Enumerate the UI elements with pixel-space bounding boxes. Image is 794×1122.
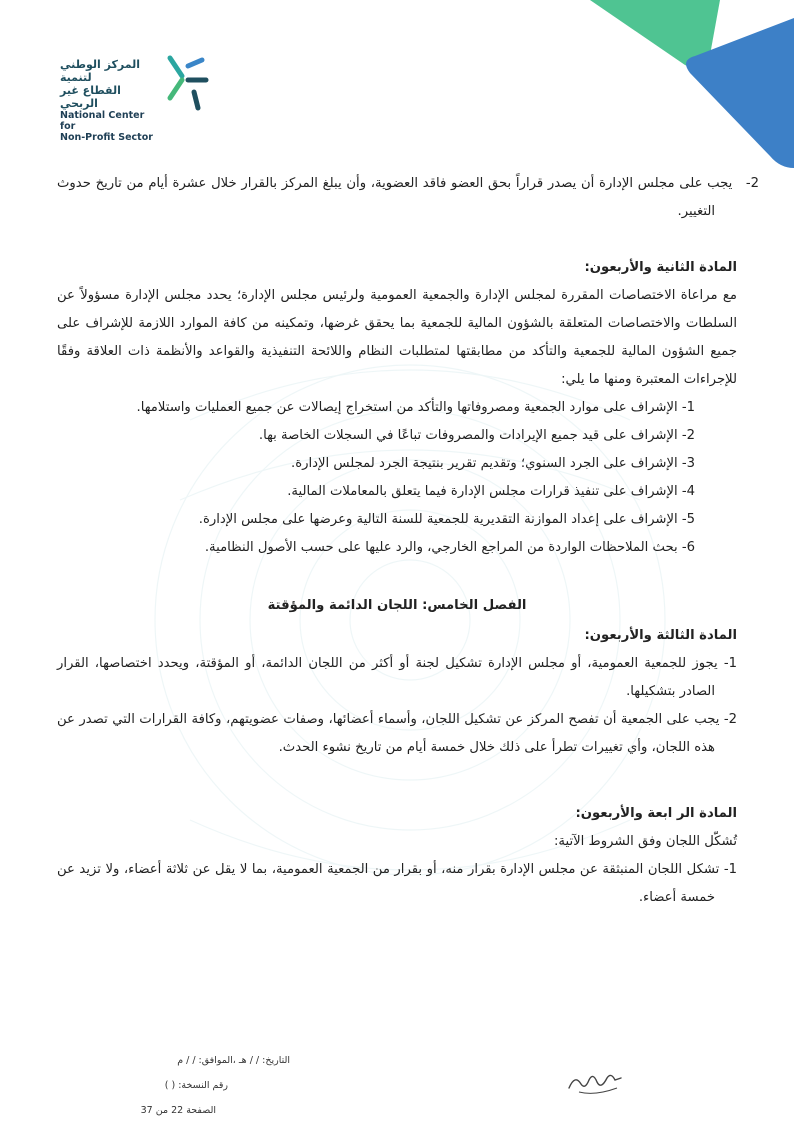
- list-item: [57, 506, 737, 534]
- item-text: الإشراف على الجرد السنوي؛ وتقديم تقرير بنتيجة الجرد لمجلس الإدارة.: [291, 456, 678, 471]
- item-number: 5-: [681, 512, 695, 527]
- item-text: الإشراف على تنفيذ قرارات مجلس الإدارة فيما يتعلق بالمعاملات المالية.: [287, 484, 678, 499]
- logo-mark-icon: [162, 52, 210, 114]
- item-text: يجب على مجلس الإدارة أن يصدر قراراً بحق العضو فاقد العضوية، وأن يبلغ المركز بالقرار خلال عشرة أيام من تاريخ حدوث التغيير.: [57, 176, 733, 219]
- logo-arabic-line2: القطاع غير الربحي: [60, 84, 121, 110]
- list-item: [57, 534, 737, 562]
- item-number: 1-: [681, 400, 695, 415]
- article-44-intro: تُشكّل اللجان وفق الشروط الآتية:: [553, 834, 737, 849]
- item-number: 2-: [723, 712, 737, 727]
- item-text: تشكل اللجان المنبثقة عن مجلس الإدارة بقرار منه، أو بقرار من الجمعية العمومية، بما لا يقل عن ثلاثة أعضاء، ولا تزيد عن خمسة أعضاء.: [57, 862, 720, 905]
- page-footer: [60, 1048, 290, 1122]
- logo-english-line1: National Center for: [60, 110, 145, 132]
- item-text: بحث الملاحظات الواردة من المراجع الخارجي، والرد عليها على حسب الأصول النظامية.: [204, 540, 678, 555]
- item-number: 4-: [681, 484, 695, 499]
- footer-date: التاريخ: / / هـ ،الموافق: / / م: [177, 1055, 290, 1066]
- list-item: [57, 450, 737, 478]
- article-42-paragraph: مع مراعاة الاختصاصات المقررة لمجلس الإدارة والجمعية العمومية ولرئيس مجلس الإدارة؛ يحدد مجلس الإدارة مسؤولاً عن السلطات والاختصاصات المتعلقة بالشؤون المالية للجمعية بما يحقق غرضها، وتمكينه من كافة الموارد اللازمة للإشراف على جميع الشؤون المالية للجمعية والتأكد من مطابقتها لمتطلبات النظام واللائحة التنفيذية والقواعد والأنظمة ذات العلاقة وفقًا للإجراءات المعتبرة ومنها ما يلي:: [57, 288, 737, 387]
- list-item: [57, 478, 737, 506]
- item-number: 2-: [681, 428, 695, 443]
- item-text: الإشراف على قيد جميع الإيرادات والمصروفات تباعًا في السجلات الخاصة بها.: [258, 428, 678, 443]
- footer-copy-number: رقم النسخة: ( ): [164, 1080, 228, 1091]
- item-text: يجب على الجمعية أن تفصح المركز عن تشكيل اللجان، وأسماء أعضائها، وصفات عضويتهم، وكافة القرارات التي تصدر عن هذه اللجان، وأي تغييرات تطرأ على ذلك خلال خمسة أيام من تاريخ نشوء الحدث.: [57, 712, 720, 755]
- ncnp-logo: [60, 48, 220, 143]
- item-text: الإشراف على موارد الجمعية ومصروفاتها والتأكد من استخراج إيصالات عن جميع العمليات واستلامها.: [136, 400, 678, 415]
- logo-arabic-line1: المركز الوطني لتنمية: [60, 58, 140, 84]
- logo-text: [60, 58, 160, 143]
- article-42-heading: المادة الثانية والأربعون:: [584, 260, 737, 275]
- handwritten-signature: [565, 1066, 625, 1096]
- list-item: [57, 856, 737, 912]
- list-item: [57, 394, 737, 422]
- item-text: يجوز للجمعية العمومية، أو مجلس الإدارة تشكيل لجنة أو أكثر من اللجان الدائمة، أو المؤقتة، ويحدد اختصاصها، القرار الصادر بتشكيلها.: [57, 656, 718, 699]
- list-item: [57, 706, 737, 762]
- document-body: [57, 170, 759, 912]
- list-item: [57, 422, 737, 450]
- item-number: 3-: [681, 456, 695, 471]
- chapter-5-title: الفصل الخامس: اللجان الدائمة والمؤقتة: [267, 598, 527, 613]
- item-number: 1-: [723, 656, 737, 671]
- logo-english-line2: Non-Profit Sector: [60, 132, 153, 143]
- list-item: 2- يجب على مجلس الإدارة أن يصدر قراراً بحق العضو فاقد العضوية، وأن يبلغ المركز بالقرار خلال عشرة أيام من تاريخ حدوث التغيير.: [57, 176, 759, 219]
- item-number: 1-: [723, 862, 737, 877]
- article-43-heading: المادة الثالثة والأربعون:: [584, 628, 737, 643]
- article-44-heading: المادة الر ابعة والأربعون:: [575, 806, 737, 821]
- footer-page-number: الصفحة 22 من 37: [140, 1105, 216, 1116]
- list-item: [57, 650, 737, 706]
- item-number: 6-: [681, 540, 695, 555]
- decor-triangle-blue: [680, 18, 794, 168]
- item-text: الإشراف على إعداد الموازنة التقديرية للجمعية للسنة التالية وعرضها على مجلس الإدارة.: [198, 512, 678, 527]
